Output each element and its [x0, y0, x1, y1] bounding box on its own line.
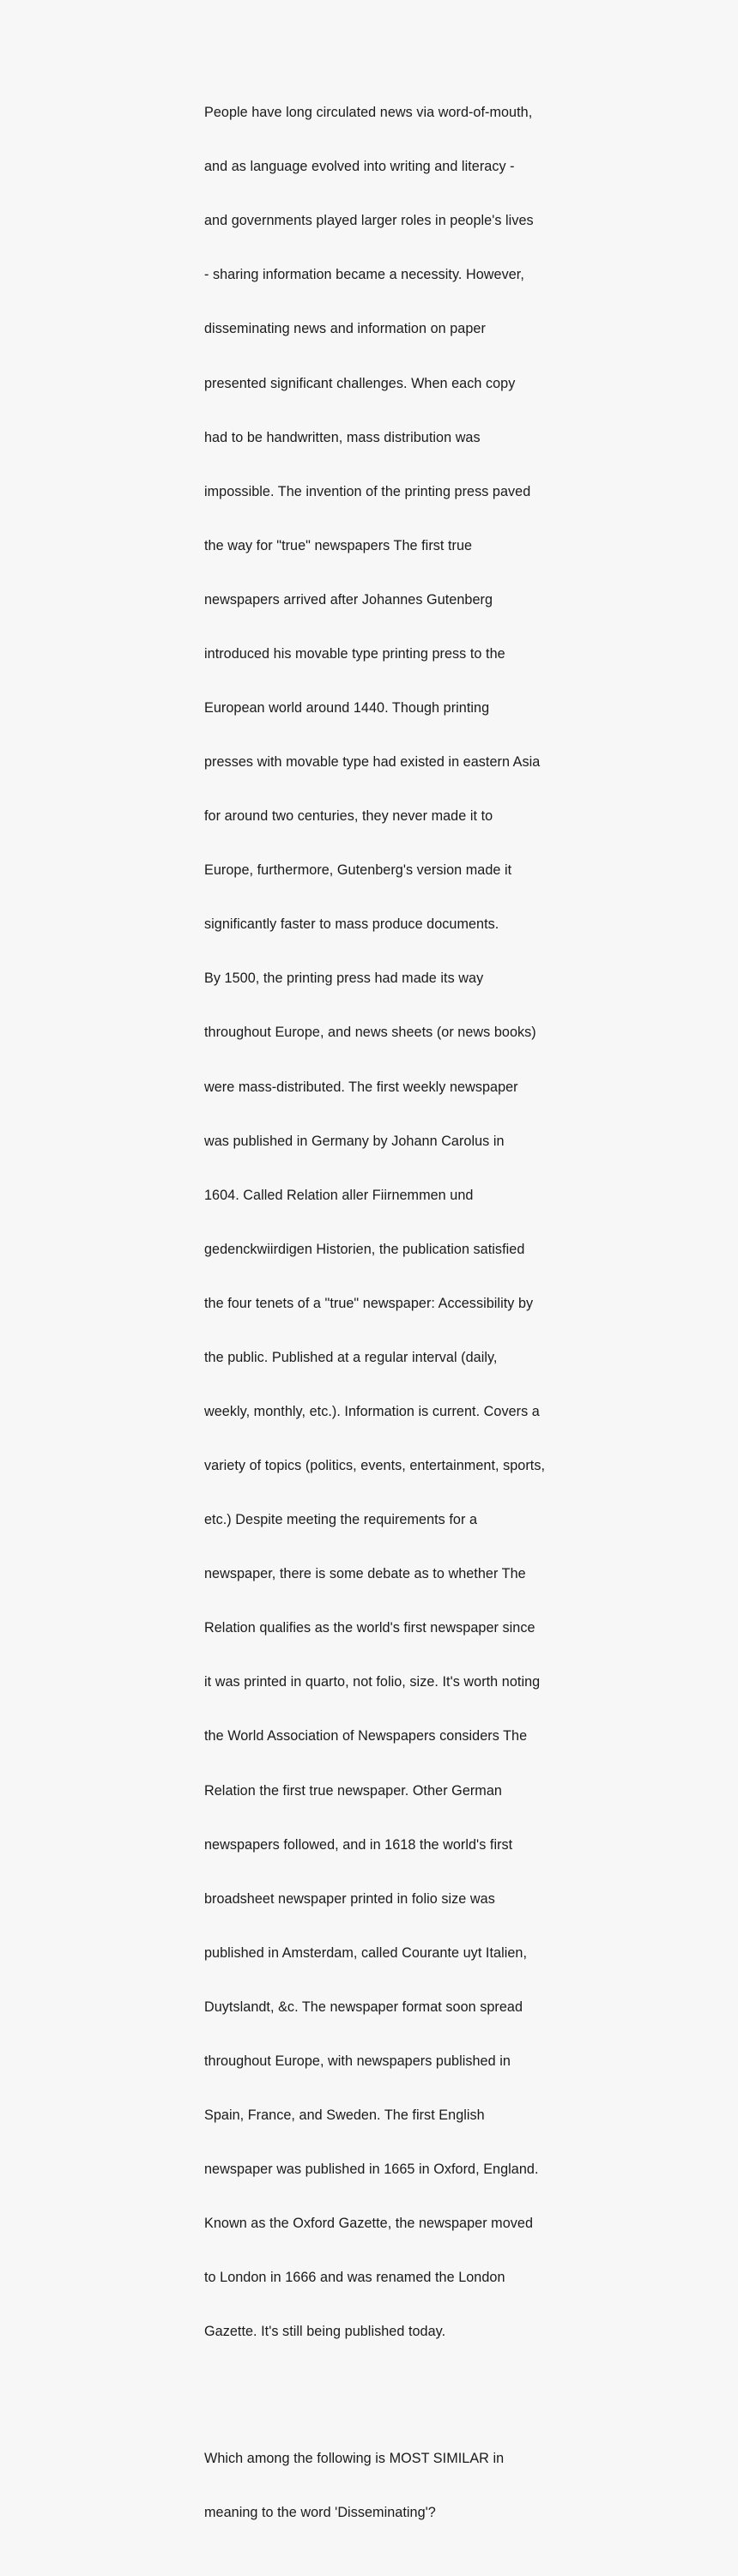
passage-line: gedenckwiirdigen Historien, the publication satisfied: [204, 1241, 525, 1257]
passage-line: was published in Germany by Johann Carolus in: [204, 1133, 505, 1149]
passage-line: newspaper, there is some debate as to whether The: [204, 1566, 526, 1582]
passage-line: Duytslandt, &c. The newspaper format soon spread: [204, 1999, 523, 2015]
passage-line: were mass-distributed. The first weekly newspaper: [204, 1079, 518, 1095]
question: [204, 2413, 547, 2557]
passage-line: introduced his movable type printing press to the: [204, 645, 505, 662]
passage-line: presses with movable type had existed in eastern Asia: [204, 754, 541, 771]
passage-line: Relation the first true newspaper. Other German: [204, 1782, 502, 1799]
passage-line: Europe, furthermore, Gutenberg's version made it: [204, 862, 512, 879]
passage-line: published in Amsterdam, called Courante uyt Italien,: [204, 1944, 528, 1961]
passage-line: newspapers arrived after Johannes Gutenberg: [204, 591, 493, 608]
passage-line: the public. Published at a regular interval (daily,: [204, 1349, 498, 1365]
passage-line: impossible. The invention of the printing press paved: [204, 483, 531, 499]
passage-line: - sharing information became a necessity. However,: [204, 267, 524, 283]
passage-line: significantly faster to mass produce documents.: [204, 916, 499, 933]
passage-line: presented significant challenges. When each copy: [204, 375, 516, 391]
passage-line: and as language evolved into writing and literacy -: [204, 159, 515, 175]
document-body: [204, 32, 547, 2576]
passage-line: for around two centuries, they never made it to: [204, 808, 493, 825]
passage-line: 1604. Called Relation aller Fiirnemmen und: [204, 1187, 474, 1203]
passage-line: etc.) Despite meeting the requirements for a: [204, 1512, 478, 1528]
passage-line: the four tenets of a "true" newspaper: Accessibility by: [204, 1295, 534, 1311]
passage-line: the way for "true" newspapers The first true: [204, 537, 473, 553]
passage-line: weekly, monthly, etc.). Information is current. Covers a: [204, 1404, 540, 1419]
passage-line: throughout Europe, and news sheets (or news books): [204, 1025, 536, 1041]
question-line: Which among the following is MOST SIMILAR in: [204, 2450, 505, 2466]
question-line: meaning to the word 'Disseminating'?: [204, 2504, 436, 2520]
passage-line: throughout Europe, with newspapers published in: [204, 2053, 511, 2069]
passage-line: it was printed in quarto, not folio, size. It's worth noting: [204, 1674, 541, 1690]
passage-line: disseminating news and information on paper: [204, 321, 486, 337]
passage-line: the World Association of Newspapers considers The: [204, 1728, 528, 1745]
passage-line: Gazette. It's still being published today.: [204, 2324, 446, 2340]
passage-line: People have long circulated news via word-of-mouth,: [204, 105, 533, 121]
passage-line: newspaper was published in 1665 in Oxford, England.: [204, 2162, 539, 2178]
passage: [204, 68, 547, 2377]
passage-line: Known as the Oxford Gazette, the newspaper moved: [204, 2216, 534, 2232]
passage-line: European world around 1440. Though printing: [204, 699, 490, 716]
passage-line: newspapers followed, and in 1618 the world's first: [204, 1836, 513, 1853]
passage-line: variety of topics (politics, events, entertainment, sports,: [204, 1458, 546, 1474]
passage-line: By 1500, the printing press had made its way: [204, 971, 484, 987]
passage-line: Spain, France, and Sweden. The first English: [204, 2107, 485, 2124]
passage-line: Relation qualifies as the world's first newspaper since: [204, 1620, 535, 1636]
passage-line: broadsheet newspaper printed in folio size was: [204, 1890, 495, 1907]
passage-line: to London in 1666 and was renamed the London: [204, 2270, 505, 2286]
passage-line: and governments played larger roles in people's lives: [204, 213, 534, 229]
passage-line: had to be handwritten, mass distribution was: [204, 429, 481, 445]
